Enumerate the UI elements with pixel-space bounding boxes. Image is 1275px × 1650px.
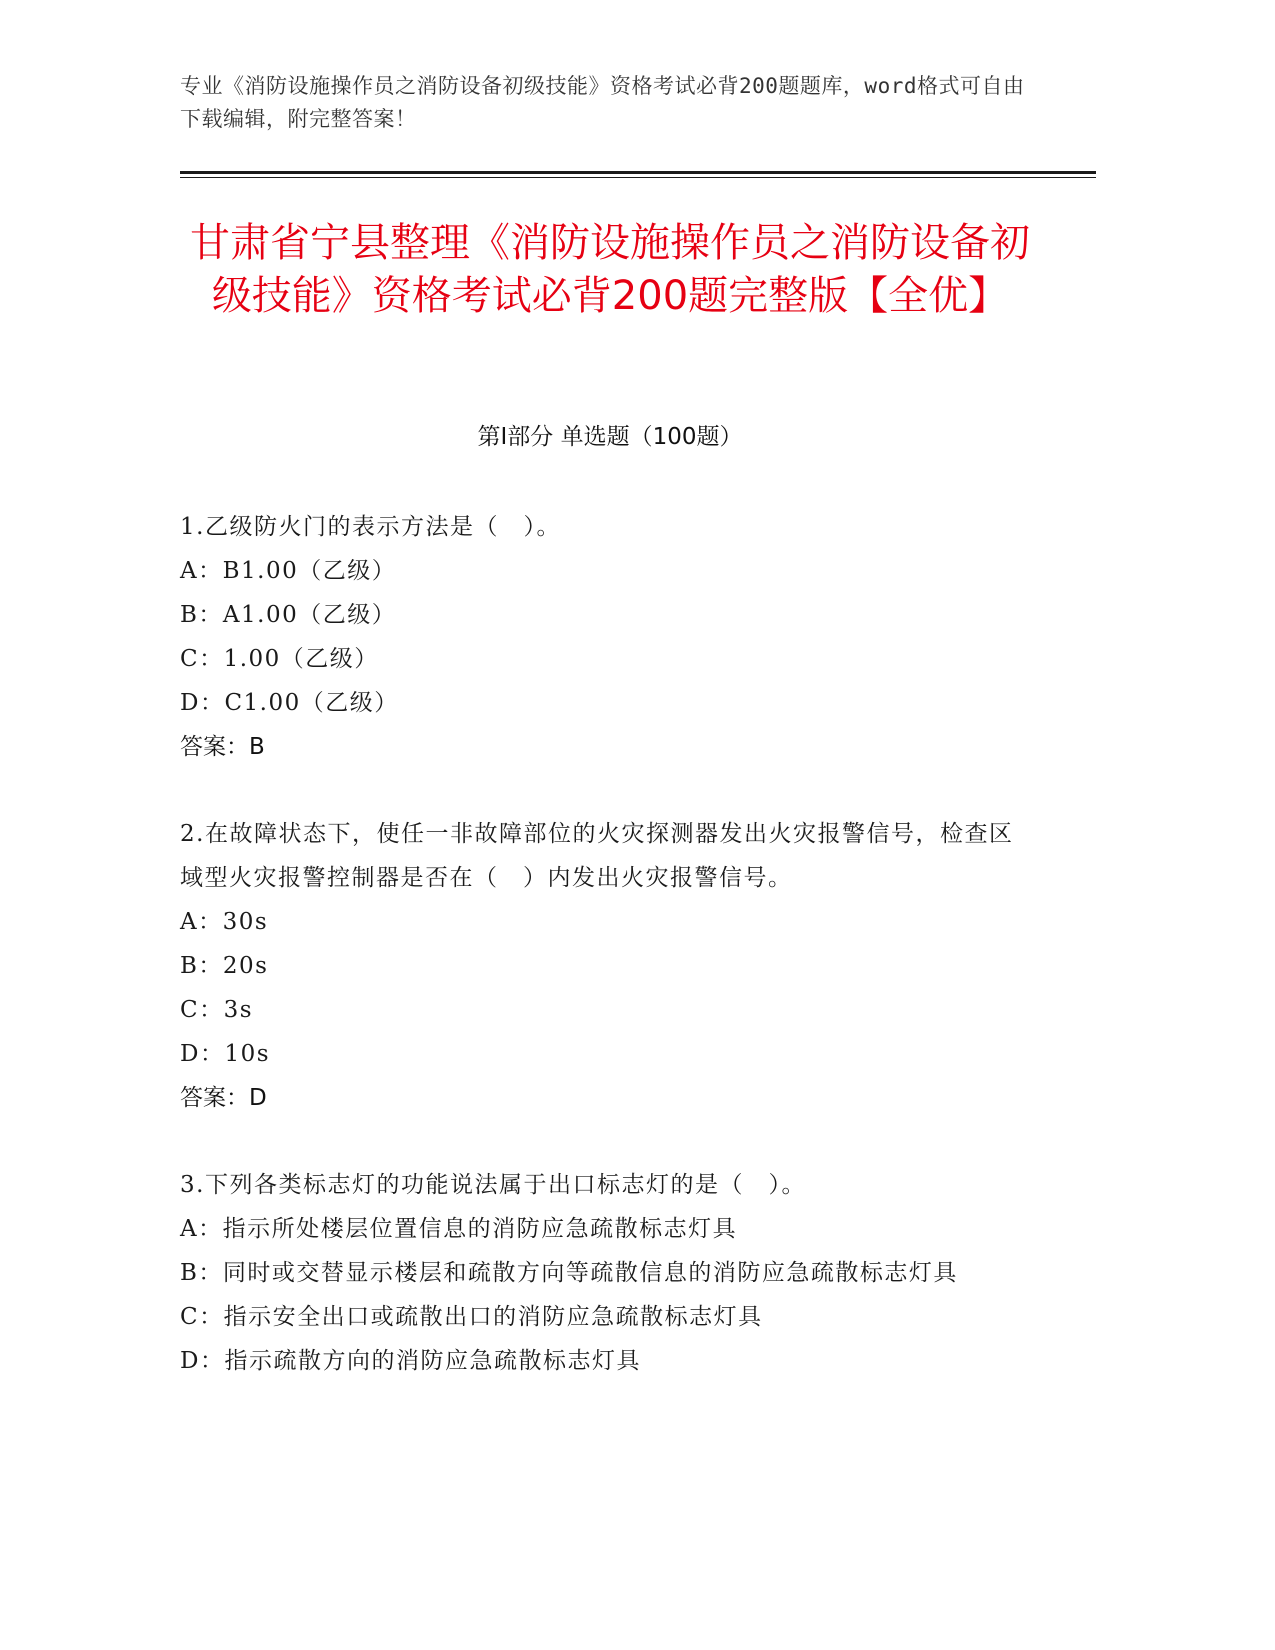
option-c: C：1.00（乙级）	[180, 646, 379, 672]
question-3	[180, 1163, 1030, 1383]
question-2	[180, 812, 1030, 1120]
section-heading: 第I部分 单选题（100题）	[477, 424, 743, 450]
header-divider-thin	[180, 177, 1096, 178]
option-d: D：指示疏散方向的消防应急疏散标志灯具	[180, 1348, 641, 1374]
option-a: A：30s	[180, 909, 269, 935]
header-divider-thick	[180, 171, 1096, 174]
document-title: 甘肃省宁县整理《消防设施操作员之消防设备初级技能》资格考试必背200题完整版【全优】	[190, 220, 1030, 319]
option-d: D：C1.00（乙级）	[180, 690, 399, 716]
answer: 答案：B	[180, 734, 265, 760]
header-note: 专业《消防设施操作员之消防设备初级技能》资格考试必背200题题库，word格式可自由下载编辑，附完整答案！	[180, 74, 1025, 131]
option-b: B：A1.00（乙级）	[180, 602, 397, 628]
option-b: B：20s	[180, 953, 269, 979]
option-b: B：同时或交替显示楼层和疏散方向等疏散信息的消防应急疏散标志灯具	[180, 1260, 958, 1286]
question-text: 3.下列各类标志灯的功能说法属于出口标志灯的是（ ）。	[180, 1172, 806, 1198]
question-text: 1.乙级防火门的表示方法是（ ）。	[180, 514, 561, 540]
question-text: 2.在故障状态下，使任一非故障部位的火灾探测器发出火灾报警信号，检查区域型火灾报警控制器是否在（ ）内发出火灾报警信号。	[180, 821, 1014, 891]
option-c: C：3s	[180, 997, 254, 1023]
question-spacer	[180, 1120, 1030, 1163]
option-d: D：10s	[180, 1041, 271, 1067]
question-1	[180, 505, 1030, 769]
option-c: C：指示安全出口或疏散出口的消防应急疏散标志灯具	[180, 1304, 763, 1330]
option-a: A：指示所处楼层位置信息的消防应急疏散标志灯具	[180, 1216, 738, 1242]
answer: 答案：D	[180, 1085, 267, 1111]
option-a: A：B1.00（乙级）	[180, 558, 397, 584]
question-list	[180, 505, 1030, 1383]
question-spacer	[180, 769, 1030, 812]
